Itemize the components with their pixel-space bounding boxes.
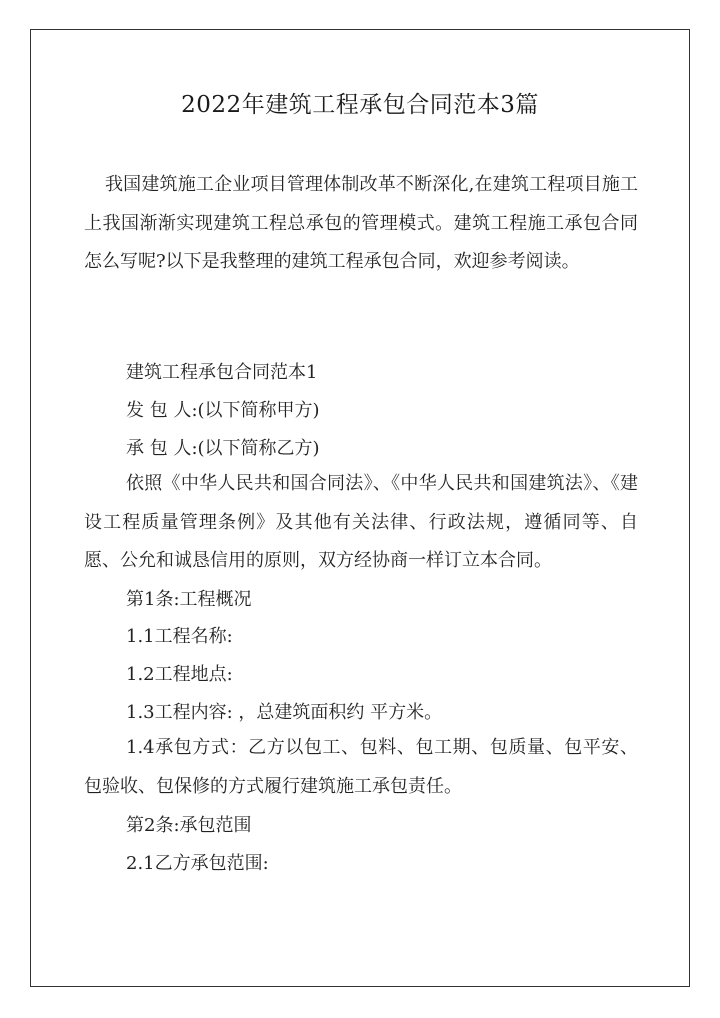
- clause-2-1: 2.1乙方承包范围:: [126, 853, 269, 874]
- clause-1-3: 1.3工程内容: ，总建筑面积约 平方米。: [126, 702, 443, 723]
- contract-heading: 建筑工程承包合同范本1: [126, 362, 318, 383]
- clause-1-1: 1.1工程名称:: [126, 626, 233, 647]
- employer-line: 发 包 人:(以下简称甲方): [126, 400, 320, 421]
- article-1-heading: 第1条:工程概况: [126, 589, 252, 610]
- clause-1-2: 1.2工程地点:: [126, 664, 233, 685]
- legal-basis-paragraph: 依照《中华人民共和国合同法》、《中华人民共和国建筑法》、《建设工程质量管理条例》及其他有关法律、行政法规，遵循同等、自愿、公允和诚恳信用的原则，双方经协商一样订立本合同。: [84, 473, 638, 571]
- clause-1-4: 1.4承包方式：乙方以包工、包料、包工期、包质量、包平安、包验收、包保修的方式履行建筑施工承包责任。: [84, 737, 638, 797]
- contractor-line: 承 包 人:(以下简称乙方): [126, 438, 320, 459]
- intro-paragraph: 我国建筑施工企业项目管理体制改革不断深化,在建筑工程项目施工上我国渐渐实现建筑工程总承包的管理模式。建筑工程施工承包合同怎么写呢?以下是我整理的建筑工程承包合同，欢迎参考阅读。: [84, 174, 638, 272]
- article-2-heading: 第2条:承包范围: [126, 815, 252, 836]
- document-title: 2022年建筑工程承包合同范本3篇: [181, 92, 539, 118]
